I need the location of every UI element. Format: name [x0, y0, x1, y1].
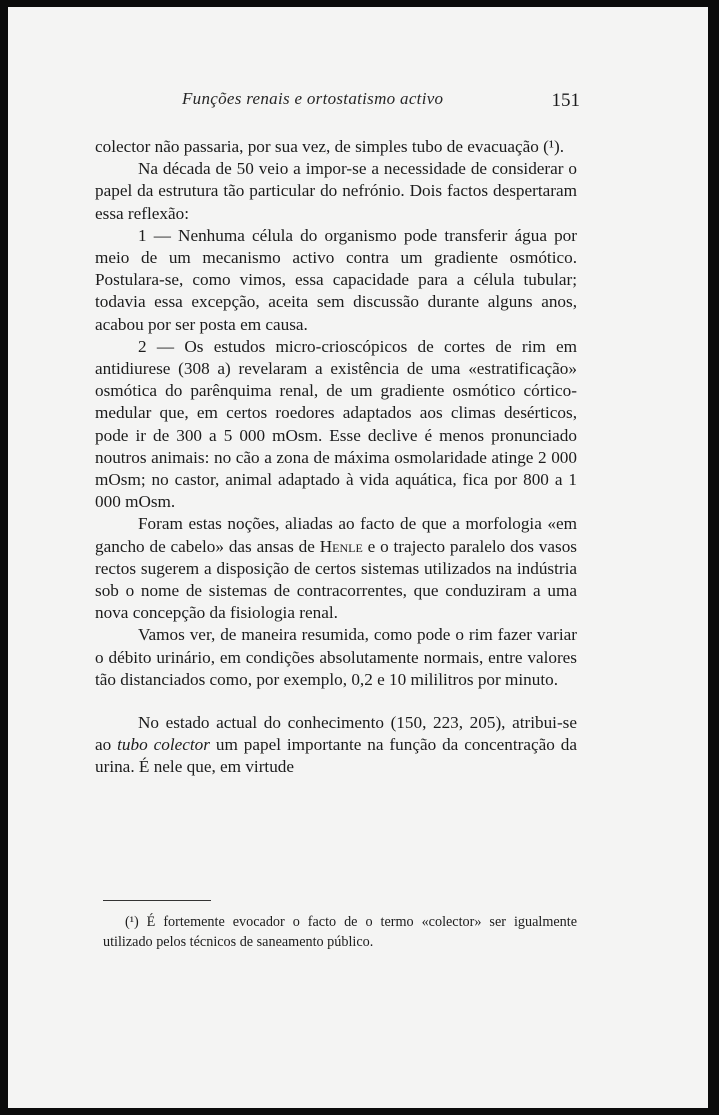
paragraph-collecting-tube-end: um papel importante na função da concentração da urina. É nele que, em virtude	[95, 735, 578, 777]
paragraph-countercurrent-start: Foram estas noções, aliadas ao facto de que a morfologia «em gancho de cabelo» das ansas de	[95, 514, 577, 556]
term-tubo-colector: tubo colector	[117, 735, 210, 755]
footnote-divider	[103, 900, 211, 901]
paragraph-point-1: 1 — Nenhuma célula do organismo pode transferir água por meio de um mecanismo activo contra um gradiente osmótico. Postulara-se, como vimos, essa capacidade para a célula tubular; todavia essa excepção, aceita sem discussão durante alguns anos, acabou por ser posta em causa.	[95, 225, 577, 334]
running-header	[98, 89, 580, 117]
main-text	[95, 136, 577, 779]
paragraph-countercurrent-end: e o trajecto paralelo dos vasos rectos sugerem a disposição de certos sistemas utilizados na indústria sob o nome de sistemas de contracorrentes, que conduziram a uma nova concepção da fisiologia renal.	[95, 536, 577, 623]
paragraph-countercurrent	[95, 513, 577, 624]
page-number: 151	[551, 90, 580, 111]
book-page	[8, 7, 708, 1108]
paragraph-continuation: colector não passaria, por sua vez, de simples tubo de evacuação (¹).	[95, 137, 565, 156]
footnote-text: (¹) É fortemente evocador o facto de o termo «colector» ser igualmente utilizado pelos técnicos de saneamento público.	[103, 914, 577, 950]
paragraph-point-2: 2 — Os estudos micro-crioscópicos de cortes de rim em antidiurese (308 a) revelaram a existência de uma «estratificação» osmótica do parênquima renal, de um gradiente osmótico córtico-medular que, em certos roedores adaptados aos climas desérticos, pode ir de 300 a 5 000 mOsm. Esse declive é menos pronunciado noutros animais: no cão a zona de máxima osmolaridade atinge 2 000 mOsm; no castor, animal adaptado à vida aquática, fica por 800 a 1 000 mOsm.	[95, 336, 577, 512]
paragraph-decade-50: Na década de 50 veio a impor-se a necessidade de considerar o papel da estrutura tão particular do nefrónio. Dois factos despertaram essa reflexão:	[95, 159, 577, 223]
paragraph-urinary-output: Vamos ver, de maneira resumida, como pode o rim fazer variar o débito urinário, em condições absolutamente normais, entre valores tão distanciados como, por exemplo, 0,2 e 10 mililitros por minuto.	[95, 625, 577, 689]
running-title: Funções renais e ortostatismo activo	[182, 89, 444, 108]
footnote	[103, 912, 577, 952]
paragraph-collecting-tube-start: No estado actual do conhecimento (150, 223, 205), atribui-se ao	[95, 713, 577, 755]
author-name-henle: Henle	[319, 536, 363, 556]
paragraph-collecting-tube	[95, 712, 577, 779]
